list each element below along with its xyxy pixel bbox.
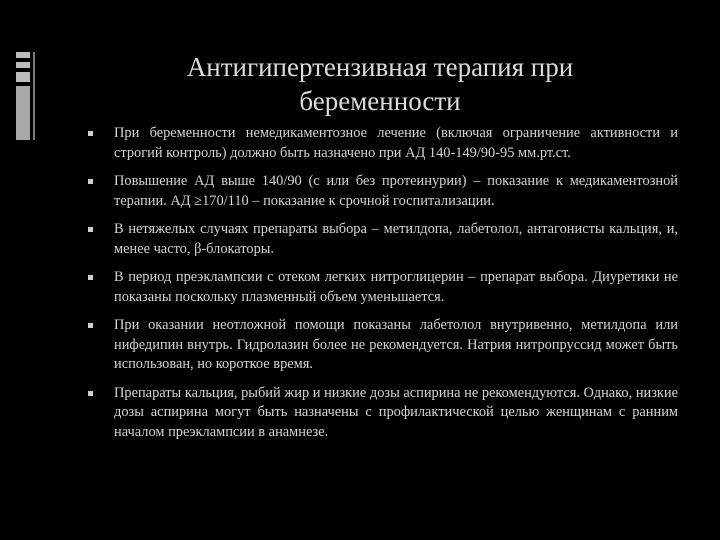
- decor-line: [33, 52, 35, 140]
- bullet-item: [88, 124, 678, 163]
- square-bullet-icon: [88, 131, 93, 136]
- decor-bar: [16, 52, 30, 58]
- square-bullet-icon: [88, 227, 93, 232]
- bullet-text: В период преэклампсии с отеком легких нитроглицерин – препарат выбора. Диуретики не показаны поскольку плазменный объем уменьшается.: [114, 269, 678, 305]
- square-bullet-icon: [88, 323, 93, 328]
- bullet-text: Повышение АД выше 140/90 (с или без протеинурии) – показание к медикаментозной терапии. АД ≥170/110 – показание к срочной госпитализации.: [114, 173, 678, 209]
- bullet-text: Препараты кальция, рыбий жир и низкие дозы аспирина не рекомендуются. Однако, низкие дозы аспирина могут быть назначены с профилактической целью женщинам с ранним началом преэклампсии в анамнезе.: [114, 384, 678, 440]
- square-bullet-icon: [88, 391, 93, 396]
- square-bullet-icon: [88, 179, 93, 184]
- decor-bar: [16, 62, 30, 68]
- bullet-item: [88, 384, 678, 443]
- decor-bar: [16, 86, 30, 140]
- decorative-bars: [16, 52, 36, 140]
- bullet-item: [88, 268, 678, 307]
- slide-title: Антигипертензивная терапия при беременности: [186, 52, 574, 116]
- bullet-item: [88, 220, 678, 259]
- bullet-text: В нетяжелых случаях препараты выбора – метилдопа, лабетолол, антагонисты кальция, и, менее часто, β-блокаторы.: [114, 221, 678, 257]
- square-bullet-icon: [88, 275, 93, 280]
- bullet-text: При беременности немедикаментозное лечение (включая ограничение активности и строгий контроль) должно быть назначено при АД 140-149/90-95 мм.рт.ст.: [114, 125, 678, 161]
- bullet-text: При оказании неотложной помощи показаны лабетолол внутривенно, метилдопа или нифедипин внутрь. Гидролазин более не рекомендуется. Натрия нитропруссид может быть использован, но короткое время.: [114, 317, 678, 372]
- bullet-item: [88, 172, 678, 211]
- bullet-list: [88, 124, 678, 451]
- decor-bar: [16, 72, 30, 82]
- bullet-item: [88, 316, 678, 375]
